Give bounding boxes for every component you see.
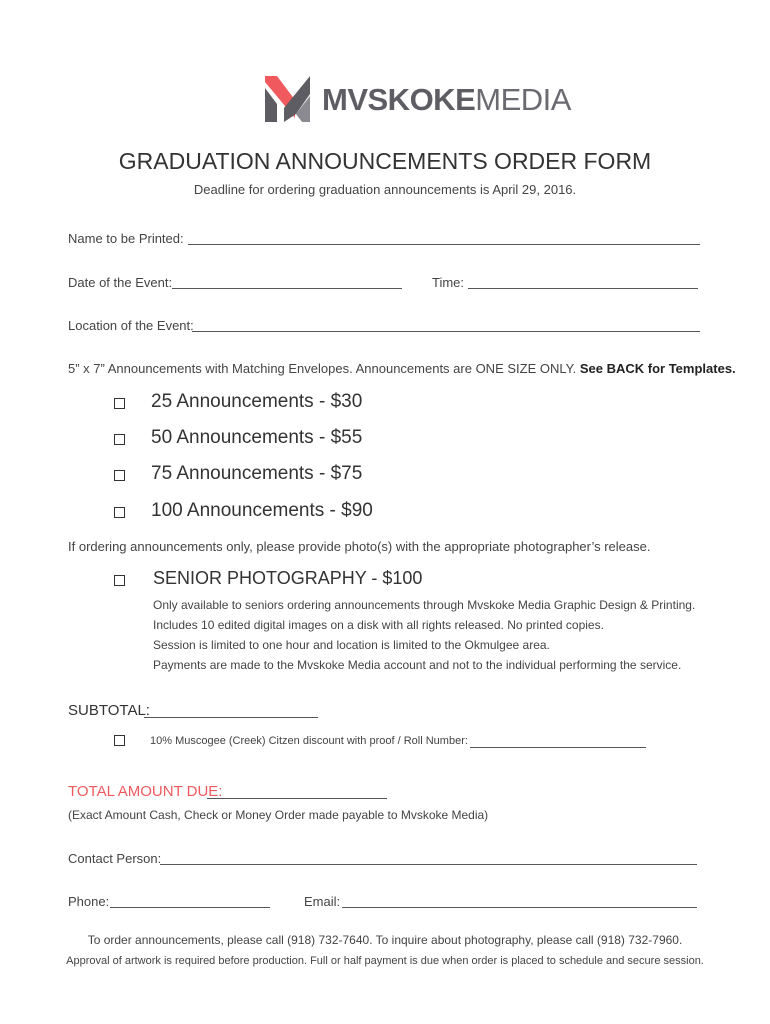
brand-name-bold: MVSKOKE [322, 82, 476, 117]
announcement-info [68, 361, 736, 376]
time-field[interactable] [468, 288, 698, 289]
email-field[interactable] [342, 907, 697, 908]
option-100-checkbox[interactable] [114, 507, 125, 518]
footer-contact-info: To order announcements, please call (918) 732-7640. To inquire about photography, please call (918) 732-7960. [87, 933, 683, 947]
option-25-checkbox[interactable] [114, 398, 125, 409]
time-label: Time: [432, 275, 465, 290]
email-label: Email: [304, 894, 341, 909]
logo [262, 74, 571, 126]
mvskoke-logo-mark-icon [262, 74, 314, 126]
senior-detail: Payments are made to the Mvskoke Media account and not to the individual performing the service. [153, 658, 682, 672]
senior-detail: Includes 10 edited digital images on a disk with all rights released. No printed copies. [153, 618, 604, 632]
subtotal-label: SUBTOTAL: [68, 702, 150, 719]
total-amount-field[interactable] [207, 798, 387, 799]
contact-person-label: Contact Person: [68, 851, 162, 866]
discount-label: 10% Muscogee (Creek) Citzen discount with proof / Roll Number: [150, 735, 468, 747]
senior-detail: Only available to seniors ordering announcements through Mvskoke Media Graphic Design & Printing. [153, 598, 696, 612]
senior-photography-checkbox[interactable] [114, 575, 125, 586]
brand-name-light: MEDIA [475, 82, 571, 117]
date-field[interactable] [172, 288, 402, 289]
photo-release-note: If ordering announcements only, please provide photo(s) with the appropriate photographer’s release. [68, 539, 651, 554]
phone-label: Phone: [68, 894, 110, 909]
date-label: Date of the Event: [68, 275, 173, 290]
name-field[interactable] [188, 244, 700, 245]
payment-note: (Exact Amount Cash, Check or Money Order made payable to Mvskoke Media) [68, 808, 489, 822]
option-100-label: 100 Announcements - $90 [151, 500, 373, 521]
subtotal-field[interactable] [144, 717, 318, 718]
location-field[interactable] [192, 331, 700, 332]
roll-number-field[interactable] [470, 747, 646, 748]
deadline-text: Deadline for ordering graduation announcements is April 29, 2016. [193, 182, 577, 197]
name-label: Name to be Printed: [68, 231, 184, 246]
discount-checkbox[interactable] [114, 735, 125, 746]
page-title: GRADUATION ANNOUNCEMENTS ORDER FORM [118, 148, 652, 174]
option-25-label: 25 Announcements - $30 [151, 391, 363, 412]
option-75-label: 75 Announcements - $75 [151, 463, 363, 484]
senior-photography-label: SENIOR PHOTOGRAPHY - $100 [153, 568, 423, 588]
announcement-info-text: 5” x 7” Announcements with Matching Envelopes. Announcements are ONE SIZE ONLY. [68, 361, 577, 376]
option-75-checkbox[interactable] [114, 470, 125, 481]
phone-field[interactable] [110, 907, 270, 908]
senior-detail: Session is limited to one hour and location is limited to the Okmulgee area. [153, 638, 550, 652]
location-label: Location of the Event: [68, 318, 194, 333]
option-50-label: 50 Announcements - $55 [151, 427, 363, 448]
contact-person-field[interactable] [160, 864, 697, 865]
footer-approval-note: Approval of artwork is required before production. Full or half payment is due when order is placed to schedule and secure session. [66, 955, 704, 967]
templates-note: See BACK for Templates. [579, 361, 736, 376]
total-amount-label: TOTAL AMOUNT DUE: [68, 783, 223, 800]
option-50-checkbox[interactable] [114, 434, 125, 445]
